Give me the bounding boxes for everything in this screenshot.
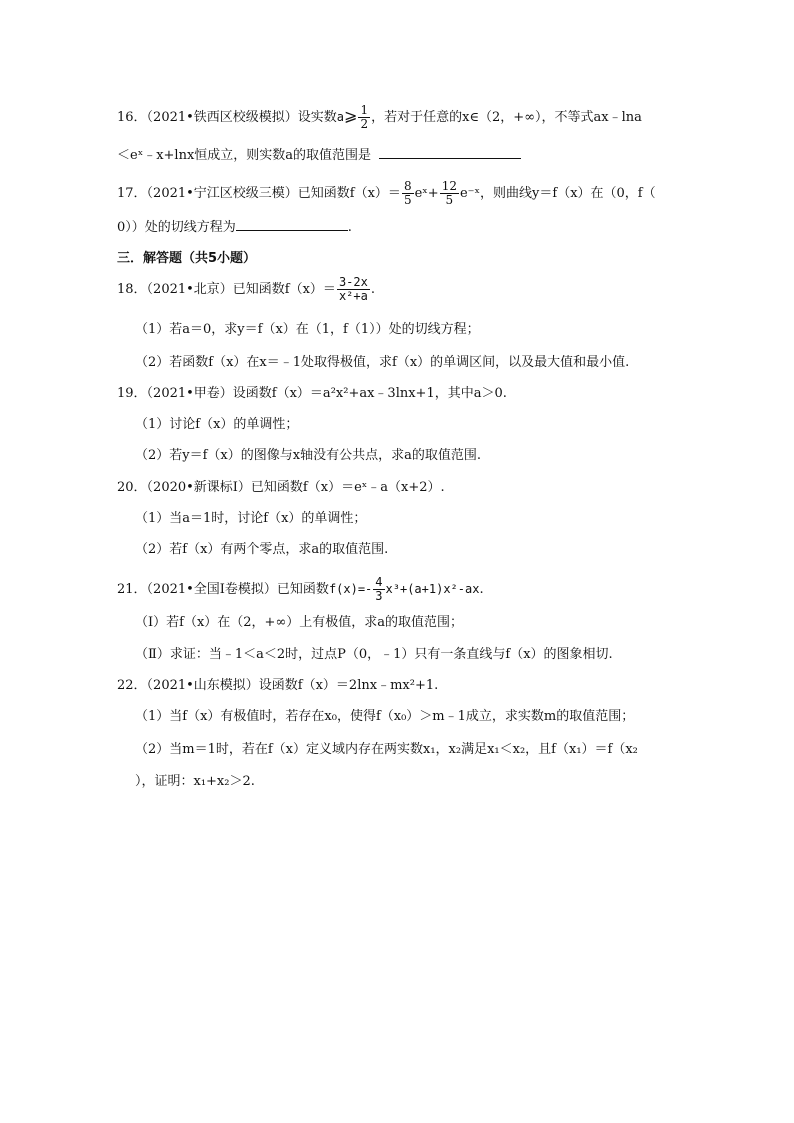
q21-fx: f(x)=- <box>328 582 373 596</box>
q16-fraction <box>358 104 370 131</box>
q16-text-a: 16．（2021•铁西区校级模拟）设实数 <box>117 110 337 125</box>
q16-frac-num: 1 <box>360 103 369 117</box>
q17-fraction-1 <box>402 180 414 207</box>
q19-sub1: （1）讨论f（x）的单调性； <box>135 417 299 432</box>
q16-frac-den: 2 <box>360 117 369 131</box>
section-heading: 三．解答题（共5小题） <box>117 251 257 266</box>
q17-line2 <box>117 216 352 237</box>
q17-period: . <box>347 220 352 235</box>
q22-sub2-cont: ），证明：x₁+x₂＞2. <box>135 774 255 789</box>
q19-line1: 19．（2021•甲卷）设函数f（x）＝a²x²+ax﹣3lnx+1，其中a＞0. <box>117 386 507 401</box>
q16-line1 <box>117 104 642 131</box>
q20-sub1: （1）当a＝1时，讨论f（x）的单调性； <box>135 511 367 526</box>
q17-line1 <box>117 180 656 207</box>
q17-f2-num: 12 <box>441 179 457 193</box>
q17-f2-den: 5 <box>445 193 454 207</box>
q16-geq: ⩾ <box>344 106 358 125</box>
q18-line1 <box>117 276 375 303</box>
q18-text-a: 18．（2021•北京）已知函数f（x）＝ <box>117 282 336 297</box>
q21-sub2: （Ⅱ）求证：当﹣1＜a＜2时，过点P（0，﹣1）只有一条直线与f（x）的图象相切. <box>135 647 613 662</box>
q17-mid: eˣ+ <box>414 186 439 201</box>
q18-frac-den: x²+a <box>338 289 368 303</box>
q21-poly: x³+(a+1)x²-ax <box>385 582 480 596</box>
q20-line1: 20．（2020•新课标Ⅰ）已知函数f（x）＝eˣ﹣a（x+2）. <box>117 480 445 495</box>
q20-sub2: （2）若f（x）有两个零点，求a的取值范围. <box>135 542 389 557</box>
q17-f1-den: 5 <box>403 193 412 207</box>
q22-line1: 22．（2021•山东模拟）设函数f（x）＝2lnx﹣mx²+1. <box>117 678 439 693</box>
q18-sub2: （2）若函数f（x）在x＝﹣1处取得极值，求f（x）的单调区间，以及最大值和最小值. <box>135 355 630 370</box>
q19-sub2: （2）若y＝f（x）的图像与x轴没有公共点，求a的取值范围. <box>135 448 481 463</box>
q18-sub1: （1）若a＝0，求y＝f（x）在（1，f（1））处的切线方程； <box>135 322 480 337</box>
q22-sub2: （2）当m＝1时，若在f（x）定义域内存在两实数x₁，x₂满足x₁＜x₂，且f（x₁）＝f（x₂ <box>135 742 638 757</box>
q18-frac-num: 3-2x <box>338 275 368 289</box>
q21-line1 <box>117 576 484 603</box>
q17-f1-num: 8 <box>403 179 412 193</box>
q17-text-a: 17．（2021•宁江区校级三模）已知函数f（x）＝ <box>117 186 401 201</box>
q21-sub1: （Ⅰ）若f（x）在（2，+∞）上有极值，求a的取值范围； <box>135 615 464 630</box>
q21-period: . <box>479 582 484 597</box>
q16-line2 <box>117 144 521 165</box>
q16-var-a: a <box>336 110 345 124</box>
q21-fraction <box>373 576 384 603</box>
q17-answer-blank[interactable] <box>236 216 348 231</box>
q16-answer-blank[interactable] <box>379 144 521 159</box>
q18-period: . <box>370 282 375 297</box>
q21-text-a: 21．（2021•全国Ⅰ卷模拟）已知函数 <box>117 582 329 597</box>
q21-frac-num: 4 <box>375 575 383 589</box>
q16-text-c: ＜eˣ﹣x+lnx恒成立，则实数a的取值范围是 <box>117 148 372 163</box>
q17-text-c: 0））处的切线方程为 <box>117 220 236 235</box>
q18-fraction <box>337 276 370 303</box>
q21-frac-den: 3 <box>375 589 383 603</box>
q17-fraction-2 <box>440 180 459 207</box>
q22-sub1: （1）当f（x）有极值时，若存在x₀，使得f（x₀）＞m﹣1成立，求实数m的取值范围； <box>135 709 635 724</box>
q16-text-b: ，若对于任意的x∈（2，+∞），不等式ax﹣lna <box>371 110 642 125</box>
q17-text-b: e⁻ˣ，则曲线y＝f（x）在（0，f（ <box>459 186 656 201</box>
